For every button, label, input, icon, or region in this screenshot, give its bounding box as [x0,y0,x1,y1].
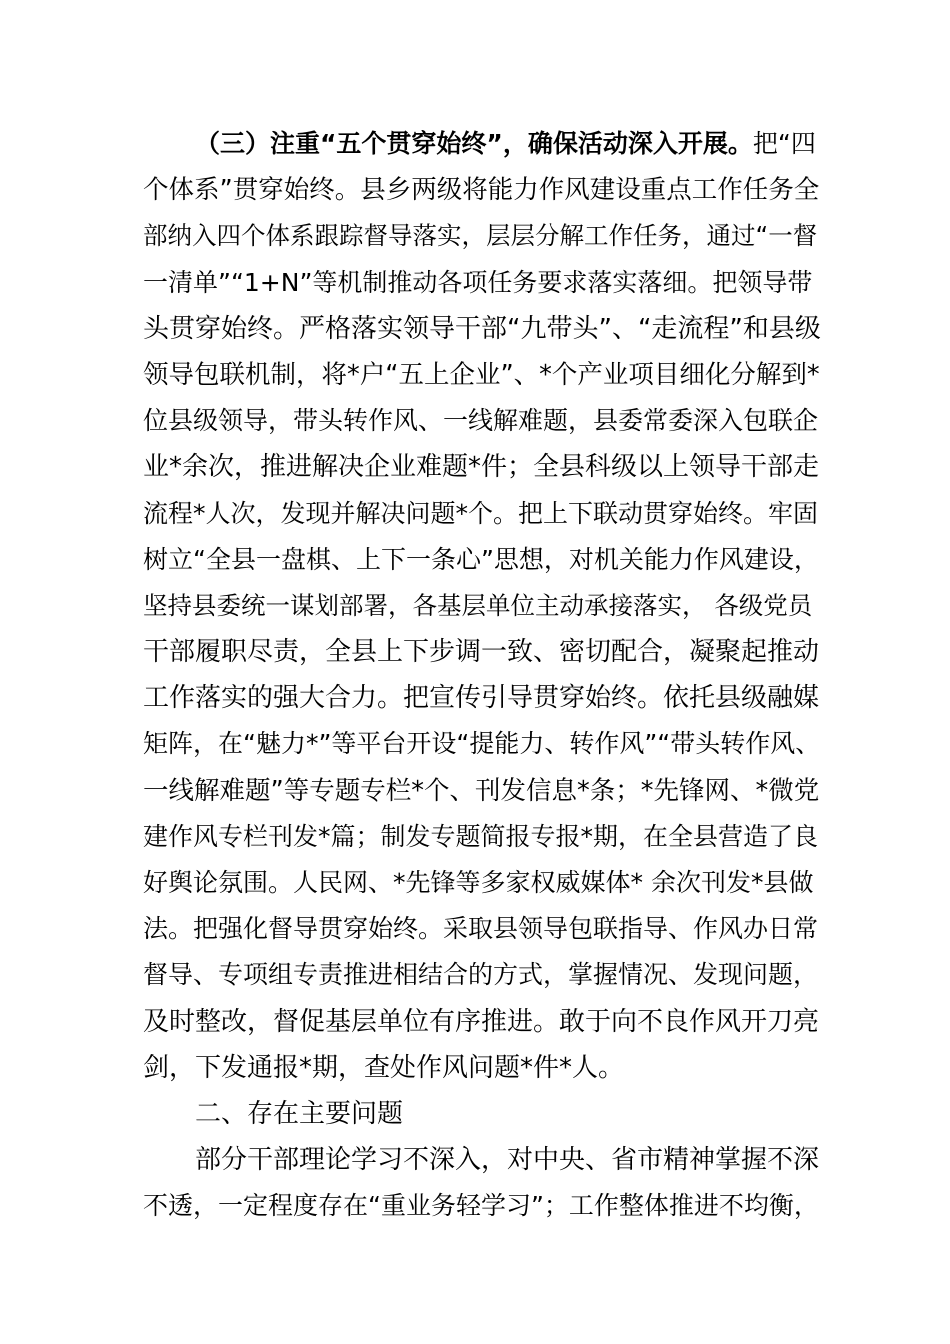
text-line: 督导、专项组专责推进相结合的方式，掌握情况、发现问题， [143,960,819,990]
text-line: 业*余次，推进解决企业难题*件；全县科级以上领导干部走 [143,452,820,483]
text-line: 及时整改，督促基层单位有序推进。敢于向不良作风开刀亮 [143,1006,820,1037]
text-line: 坚持县委统一谋划部署，各基层单位主动承接落实， 各级党员 [143,590,813,620]
text-line: 干部履职尽责，全县上下步调一致、密切配合，凝聚起推动 [143,637,820,668]
body-text [143,121,823,1230]
text-line: 不透，一定程度存在“重业务轻学习”；工作整体推进不均衡， [143,1191,819,1221]
text-line: 部分干部理论学习不深入，对中央、省市精神掌握不深 [195,1145,820,1176]
text-line: 矩阵，在“魅力*”等平台开设“提能力、转作风”“带头转作风、 [143,729,821,759]
text-line [143,121,823,167]
text-line: 好舆论氛围。人民网、*先锋等多家权威媒体* 余次刊发*县做 [143,868,814,897]
text-line: 一清单”“1+N”等机制推动各项任务要求落实落细。把领导带 [143,267,813,297]
text-line: 工作落实的强大合力。把宣传引导贯穿始终。依托县级融媒 [143,683,820,714]
text-line: 领导包联机制，将*户“五上企业”、*个产业项目细化分解到* [143,359,820,390]
text-line: 部纳入四个体系跟踪督导落实，层层分解工作任务，通过“一督 [143,221,818,251]
line-text: 把“四 [752,129,816,158]
text-line: 树立“全县一盘棋、上下一条心”思想，对机关能力作风建设， [143,544,819,574]
text-line: 建作风专栏刊发*篇；制发专题简报专报*期，在全县营造了良 [143,821,819,851]
text-line: 流程*人次，发现并解决问题*个。把上下联动贯穿始终。牢固 [143,498,819,528]
text-line: 法。把强化督导贯穿始终。采取县领导包联指导、作风办日常 [143,914,819,944]
section-heading: （三）注重“五个贯穿始终”，确保活动深入开展。 [195,129,753,158]
text-line: 位县级领导，带头转作风、一线解难题，县委常委深入包联企 [143,406,819,436]
section-title: 二、存在主要问题 [195,1098,404,1129]
text-line: 一线解难题”等专题专栏*个、刊发信息*条；*先锋网、*微党 [143,775,820,806]
text-line: 剑，下发通报*期，查处作风问题*件*人。 [143,1052,625,1083]
text-line: 个体系”贯穿始终。县乡两级将能力作风建设重点工作任务全 [143,175,820,206]
text-line: 头贯穿始终。严格落实领导干部“九带头”、“走流程”和县级 [143,313,821,344]
